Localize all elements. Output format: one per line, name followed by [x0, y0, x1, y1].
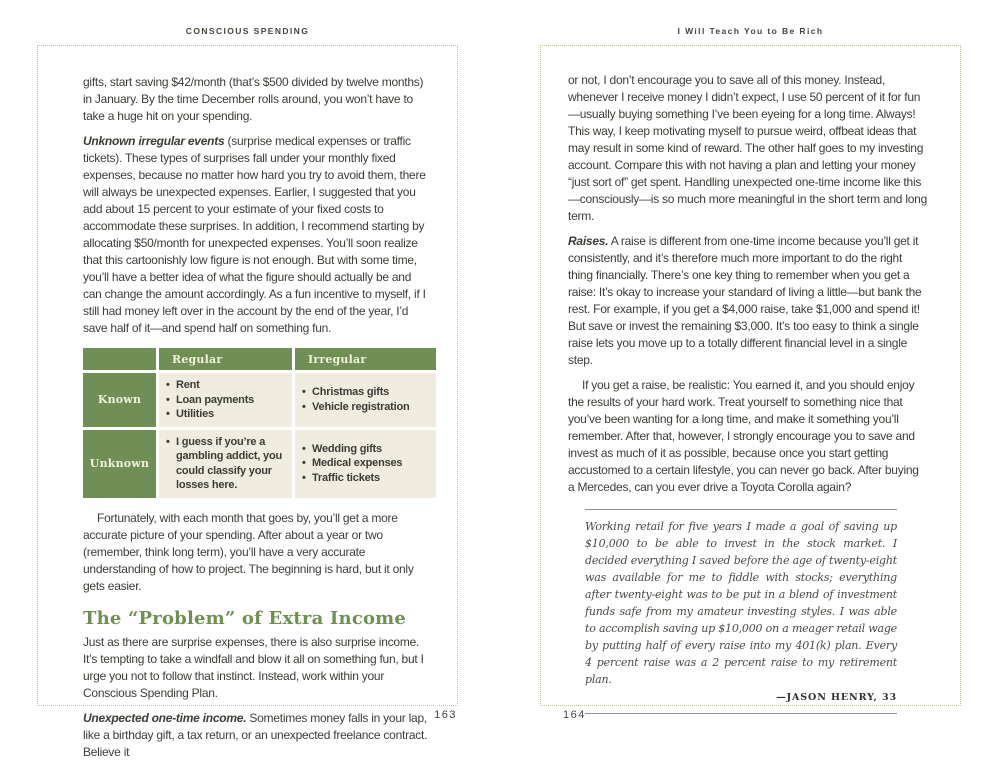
- testimonial-attribution: —JASON HENRY, 33: [585, 688, 897, 714]
- section-heading-extra-income: The “Problem” of Extra Income: [83, 607, 407, 629]
- page-number-left: 163: [434, 709, 457, 721]
- cell-unknown-irregular: [295, 430, 436, 498]
- lead-in-raises: Raises.: [568, 234, 609, 248]
- expenses-table: [80, 345, 439, 501]
- testimonial-quote-block: [585, 509, 897, 714]
- table-row-header-known: Known: [83, 373, 156, 427]
- paragraph-one-time-income-continuation: or not, I don’t encourage you to save all of this money. Instead, whenever I receive money I didn’t expect, I use 50 percent of it for fun—usually buying something I’ve been eyeing for a long time. Always! This way, I keep motivating myself to pursue weird, offbeat ideas that may result in some kind of reward. The other half goes to my investing account. Compare this with not having a plan and letting your money “just sort of” get spent. Handling unexpected one-time income like this—consciously—is so much more meaningful in the short term and long term.: [568, 73, 928, 223]
- list-item: • Vehicle registration: [302, 400, 432, 415]
- table-row-known: [83, 373, 436, 427]
- list-item: • Wedding gifts: [302, 442, 432, 457]
- running-head-left: CONSCIOUS SPENDING: [185, 26, 310, 36]
- cell-known-irregular: [295, 373, 436, 427]
- table-header-row: [83, 348, 436, 370]
- running-head-right: I Will Teach You to Be Rich: [677, 26, 824, 36]
- cell-unknown-regular: [159, 430, 292, 498]
- paragraph-unknown-irregular: [83, 133, 431, 337]
- testimonial-text: Working retail for five years I made a goal of saving up $10,000 to be able to invest in the stock market. I decided everything I saved before the age of twenty-eight was available for me to fiddle with stocks; everything after twenty-eight was to be put in a blend of investment funds safe from my amateur investing styles. I was able to accomplish saving up $10,000 on a meager retail wage by putting half of every raise into my 401(k) plan. Every 4 percent raise was a 2 percent raise to my retirement plan.: [585, 509, 897, 688]
- list-item: • Medical expenses: [302, 456, 432, 471]
- paragraph-text: Sometimes money falls in your lap, like a birthday gift, a tax return, or an unexpected freelance contract. Believe it: [83, 710, 428, 759]
- page-right-content: [541, 46, 960, 714]
- paragraph-savings-continuation: gifts, start saving $42/month (that’s $500 divided by twelve months) in January. By the time December rolls around, you won’t have to take a huge hit on your spending.: [83, 75, 424, 123]
- paragraph-raise-be-realistic: If you get a raise, be realistic: You earned it, and you should enjoy the results of your hard work. Treat yourself to something nice that you’ve been wanting for a long time, and make it something you’ll remember. After that, however, I strongly encourage you to save and invest as much of it as possible, because once you start getting accustomed to a certain lifestyle, you can never go back. After buying a Mercedes, can you ever drive a Toyota Corolla again?: [568, 378, 919, 494]
- bullet-list: [166, 378, 288, 422]
- page-right: [540, 45, 961, 706]
- page-left-content: [38, 46, 457, 761]
- table-header-regular: Regular: [159, 348, 292, 370]
- lead-in-unknown-irregular-events: Unknown irregular events: [83, 134, 225, 148]
- bullet-list: [302, 442, 432, 486]
- paragraph-surprise-income: Just as there are surprise expenses, there is also surprise income. It’s tempting to take a windfall and blow it all on something fun, but I urge you not to follow that instinct. Instead, work within your Conscious Spending Plan.: [83, 634, 424, 700]
- list-item: • Traffic tickets: [302, 471, 432, 486]
- bullet-list: [166, 435, 288, 493]
- list-item: • Christmas gifts: [302, 385, 432, 400]
- paragraph-text: A raise is different from one-time income because you’ll get it consistently, and it’s therefore much more important to do the right thing financially. There’s one key thing to remember when you get a raise: It’s okay to increase your standard of living a little—but bank the rest. For example, if you get a $4,000 raise, take $1,000 and spend it! But save or invest the remaining $3,000. It’s too easy to think a single raise lets you move up to a totally different financial level in a single step.: [568, 234, 922, 367]
- list-item: • Rent: [166, 378, 288, 393]
- table-corner-cell: [83, 348, 156, 370]
- list-item: • Utilities: [166, 407, 288, 422]
- table-row-header-unknown: Unknown: [83, 430, 156, 498]
- cell-known-regular: [159, 373, 292, 427]
- list-item: • Loan payments: [166, 393, 288, 408]
- list-item: • I guess if you’re a gambling addict, you could classify your losses here.: [166, 435, 288, 493]
- bullet-list: [302, 385, 432, 414]
- table-row-unknown: [83, 430, 436, 498]
- paragraph-text: (surprise medical expenses or traffic tickets). These types of surprises fall under your monthly fixed expenses, because no matter how hard you try to avoid them, there will always be unexpected expenses. Earlier, I suggested that you add about 15 percent to your estimate of your fixed costs to accommodate these surprises. In addition, I recommend starting by allocating $50/month for unexpected expenses. You’ll soon realize that this cartoonishly low figure is not enough. But with some time, you’ll have a better idea of what the figure should actually be and can change the amount accordingly. As a fun incentive to myself, if I still had money left over in the account by the end of the year, I’d save half of it—and spend half on something fun.: [83, 134, 426, 335]
- table-header-irregular: Irregular: [295, 348, 436, 370]
- page-number-right: 164: [563, 709, 586, 721]
- paragraph-fortunately: Fortunately, with each month that goes by, you’ll get a more accurate picture of your spending. After about a year or two (remember, think long term), you’ll have a very accurate understanding of how to project. The beginning is hard, but it only gets easier.: [83, 510, 414, 593]
- lead-in-unexpected-one-time-income: Unexpected one-time income.: [83, 710, 247, 725]
- paragraph-raises: [568, 233, 928, 369]
